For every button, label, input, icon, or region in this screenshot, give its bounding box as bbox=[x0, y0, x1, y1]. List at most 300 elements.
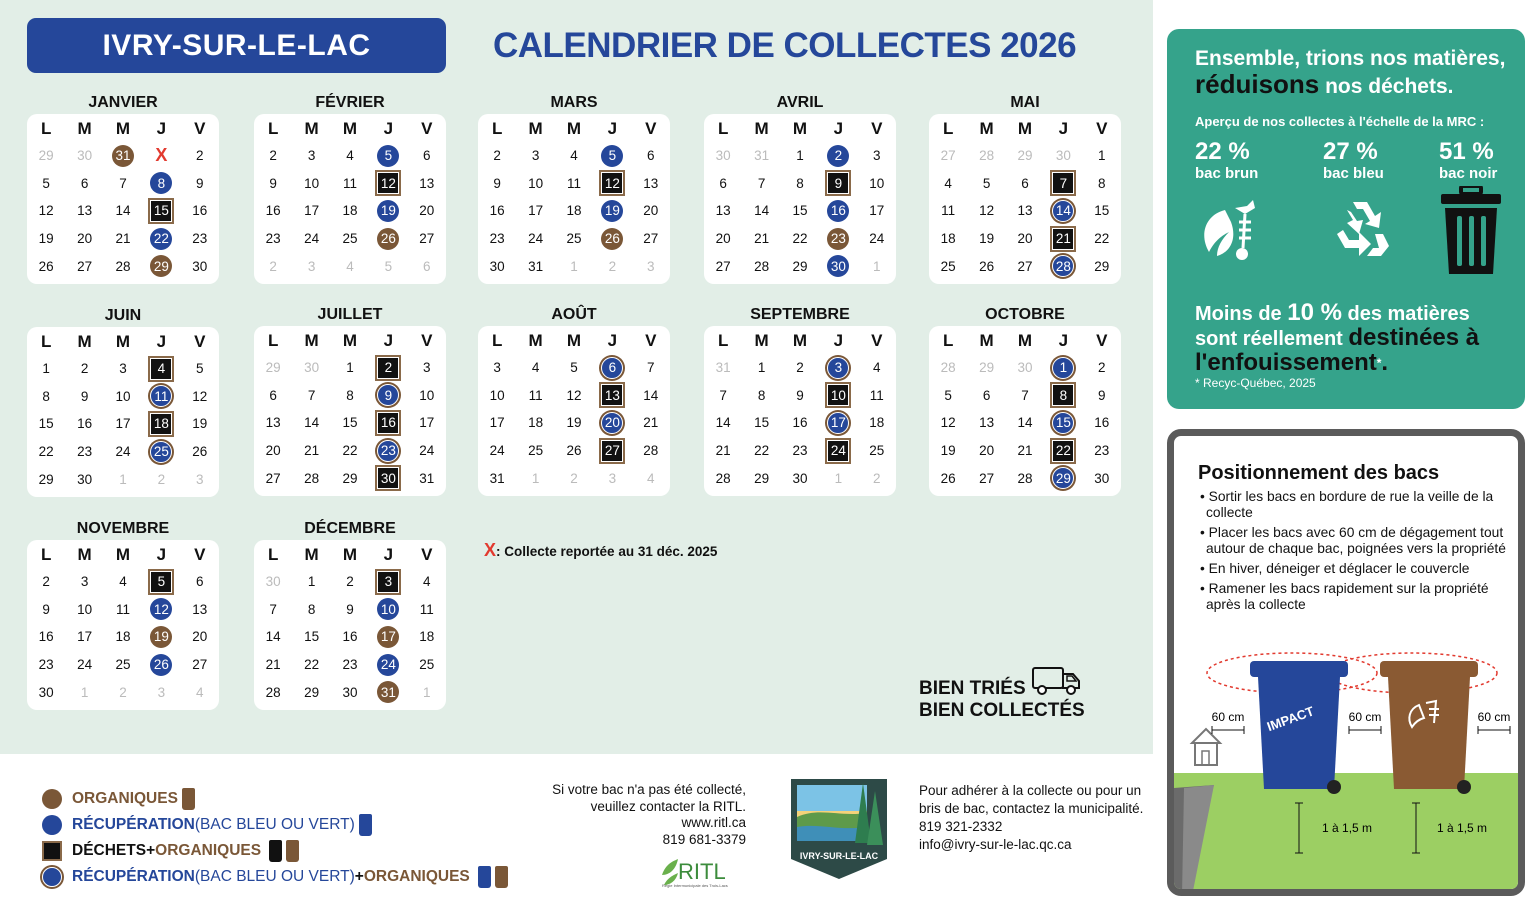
weekday-label: J bbox=[607, 119, 618, 138]
collection-day bbox=[1044, 464, 1082, 492]
muni-email[interactable]: info@ivry-sur-le-lac.qc.ca bbox=[919, 837, 1072, 852]
landfill-pct: 10 % bbox=[1287, 299, 1342, 326]
day-cell bbox=[742, 437, 780, 465]
seal-text: IVRY-SUR-LE-LAC bbox=[799, 851, 879, 861]
day-number: 5 bbox=[377, 145, 399, 167]
blue-circle-icon bbox=[42, 815, 62, 835]
day-number: 23 bbox=[77, 444, 93, 460]
day-number: 10 bbox=[77, 601, 93, 617]
day-number: 27 bbox=[601, 440, 623, 462]
day-number: 21 bbox=[1017, 443, 1033, 459]
day-number: 2 bbox=[796, 360, 804, 376]
weekday-label: L bbox=[943, 331, 954, 350]
day-number: 2 bbox=[196, 148, 204, 164]
day-cell bbox=[65, 568, 103, 596]
month-grid bbox=[478, 326, 670, 496]
day-number: 31 bbox=[754, 148, 770, 164]
collection-day bbox=[369, 678, 407, 706]
day-number: 3 bbox=[80, 574, 89, 590]
muni-phone[interactable]: 819 321-2332 bbox=[919, 819, 1003, 834]
day-number: 11 bbox=[566, 175, 581, 191]
day-number: 5 bbox=[42, 175, 50, 191]
collection-day bbox=[369, 568, 407, 596]
day-number: 18 bbox=[150, 413, 172, 435]
day-cell bbox=[408, 225, 446, 253]
collection-day bbox=[142, 623, 180, 651]
day-number: 18 bbox=[528, 415, 544, 431]
day-cell bbox=[27, 170, 65, 198]
weekday-label: M bbox=[115, 545, 131, 564]
day-cell bbox=[292, 437, 330, 465]
day-number: 25 bbox=[869, 443, 885, 459]
day-cell bbox=[292, 252, 330, 280]
day-cell bbox=[516, 354, 554, 382]
ritl-phone[interactable]: 819 681-3379 bbox=[662, 831, 746, 847]
day-cell bbox=[1006, 409, 1044, 437]
day-cell bbox=[1006, 225, 1044, 253]
day-cell bbox=[181, 142, 219, 170]
day-number: 30 bbox=[265, 574, 281, 590]
day-cell bbox=[1083, 354, 1121, 382]
day-cell bbox=[331, 197, 369, 225]
weekday-label: V bbox=[871, 331, 883, 350]
day-number: 29 bbox=[979, 360, 995, 376]
day-number: 19 bbox=[601, 200, 623, 222]
month-grid bbox=[254, 540, 446, 710]
day-cell bbox=[478, 170, 516, 198]
month-name: AOÛT bbox=[551, 306, 597, 323]
postponed-day bbox=[142, 142, 180, 170]
day-cell bbox=[632, 197, 670, 225]
day-number: 30 bbox=[38, 684, 54, 700]
day-number: 29 bbox=[304, 684, 320, 700]
weekday-label: J bbox=[156, 332, 167, 351]
day-cell bbox=[1083, 409, 1121, 437]
day-cell bbox=[104, 383, 142, 411]
day-cell bbox=[292, 170, 330, 198]
ritl-logo-sub: Régie Intermunicipale des Trois-Lacs bbox=[662, 883, 728, 888]
day-cell bbox=[331, 170, 369, 198]
day-cell bbox=[27, 568, 65, 596]
day-number: 26 bbox=[566, 443, 582, 459]
postponed-note bbox=[484, 540, 717, 561]
weekday-header bbox=[478, 328, 670, 354]
day-cell bbox=[704, 409, 742, 437]
weekday-header bbox=[704, 116, 896, 142]
day-number: 13 bbox=[643, 175, 659, 191]
day-number: 16 bbox=[489, 203, 505, 219]
day-cell bbox=[65, 225, 103, 253]
day-number: 2 bbox=[570, 470, 578, 486]
stats-source: * Recyc-Québec, 2025 bbox=[1195, 376, 1316, 390]
day-number: 4 bbox=[119, 574, 127, 590]
day-cell bbox=[254, 437, 292, 465]
weekday-header bbox=[27, 329, 219, 355]
weekday-header bbox=[27, 542, 219, 568]
day-number: 28 bbox=[265, 684, 281, 700]
stat-blue-label: bac bleu bbox=[1323, 165, 1384, 182]
day-number: 24 bbox=[77, 657, 93, 673]
collection-day bbox=[142, 170, 180, 198]
day-cell bbox=[292, 382, 330, 410]
day-cell bbox=[292, 623, 330, 651]
week-row bbox=[27, 651, 219, 679]
collection-day bbox=[369, 354, 407, 382]
day-cell bbox=[632, 382, 670, 410]
day-cell bbox=[781, 252, 819, 280]
collection-day bbox=[369, 170, 407, 198]
day-cell bbox=[632, 464, 670, 492]
week-row bbox=[27, 623, 219, 651]
week-row bbox=[704, 252, 896, 280]
stat-black bbox=[1439, 139, 1503, 283]
day-cell bbox=[742, 225, 780, 253]
day-cell bbox=[1006, 252, 1044, 280]
day-number: 23 bbox=[489, 231, 505, 247]
weekday-label: L bbox=[492, 119, 503, 138]
month-name: DÉCEMBRE bbox=[304, 520, 396, 537]
week-row bbox=[254, 568, 446, 596]
ritl-line2: veuillez contacter la RITL. bbox=[590, 798, 746, 814]
day-cell bbox=[704, 197, 742, 225]
day-cell bbox=[858, 170, 896, 198]
stat-blue bbox=[1323, 139, 1399, 271]
week-row bbox=[27, 438, 219, 466]
legend-plus: + bbox=[146, 842, 156, 859]
day-cell bbox=[104, 651, 142, 679]
muni-line2: bris de bac, contactez la municipalité. bbox=[919, 801, 1144, 816]
weekday-label: J bbox=[383, 331, 394, 350]
collection-day bbox=[142, 651, 180, 679]
weekday-label: M bbox=[304, 119, 319, 138]
month-2 bbox=[478, 93, 670, 284]
weekday-label: J bbox=[1058, 119, 1069, 138]
day-cell bbox=[555, 382, 593, 410]
day-cell bbox=[478, 197, 516, 225]
day-number: 3 bbox=[307, 148, 316, 164]
day-cell bbox=[632, 409, 670, 437]
day-number: 5 bbox=[944, 387, 952, 403]
month-11 bbox=[254, 519, 446, 710]
day-number: 2 bbox=[80, 361, 89, 377]
day-number: 30 bbox=[1094, 470, 1110, 486]
day-number: 21 bbox=[115, 231, 131, 247]
day-cell bbox=[929, 354, 967, 382]
day-number: 16 bbox=[827, 200, 849, 222]
day-number: 23 bbox=[792, 443, 808, 459]
day-number: 29 bbox=[792, 258, 808, 274]
day-number: 22 bbox=[342, 443, 358, 459]
month-name: FÉVRIER bbox=[315, 94, 385, 111]
day-cell bbox=[181, 568, 219, 596]
day-number: 27 bbox=[643, 231, 659, 247]
day-cell bbox=[104, 465, 142, 493]
collection-day bbox=[593, 382, 631, 410]
day-number: 1 bbox=[796, 148, 804, 164]
weekday-label: M bbox=[304, 545, 319, 564]
day-cell bbox=[781, 197, 819, 225]
weekday-label: M bbox=[77, 119, 92, 138]
day-cell bbox=[742, 142, 780, 170]
weekday-label: L bbox=[492, 331, 503, 350]
week-row bbox=[929, 170, 1121, 198]
collection-day bbox=[1044, 354, 1082, 382]
day-cell bbox=[478, 252, 516, 280]
black-bin-icon bbox=[269, 840, 282, 862]
day-number: 15 bbox=[342, 415, 358, 431]
weekday-label: L bbox=[718, 331, 729, 350]
positioning-list bbox=[1198, 489, 1518, 617]
day-number: 13 bbox=[265, 415, 281, 431]
day-cell bbox=[408, 197, 446, 225]
day-number: 3 bbox=[647, 258, 655, 274]
day-number: 4 bbox=[531, 360, 540, 376]
day-cell bbox=[1006, 170, 1044, 198]
day-cell bbox=[555, 409, 593, 437]
day-cell bbox=[65, 170, 103, 198]
day-number: 30 bbox=[827, 255, 849, 277]
day-cell bbox=[181, 465, 219, 493]
week-row bbox=[478, 170, 670, 198]
week-row bbox=[27, 596, 219, 624]
day-cell bbox=[1006, 197, 1044, 225]
legend-waste-label: DÉCHETS bbox=[72, 842, 147, 859]
day-cell bbox=[181, 383, 219, 411]
day-cell bbox=[478, 437, 516, 465]
day-cell bbox=[331, 437, 369, 465]
day-cell bbox=[781, 170, 819, 198]
weekday-label: J bbox=[1058, 331, 1069, 350]
day-number: 20 bbox=[979, 443, 995, 459]
day-cell bbox=[929, 409, 967, 437]
day-number: 14 bbox=[1052, 200, 1074, 222]
day-cell bbox=[104, 568, 142, 596]
day-cell bbox=[742, 382, 780, 410]
day-number: 9 bbox=[196, 175, 204, 191]
week-row bbox=[704, 197, 896, 225]
weekday-label: M bbox=[792, 119, 808, 138]
day-cell bbox=[1083, 382, 1121, 410]
day-number: 23 bbox=[827, 228, 849, 250]
weekday-header bbox=[929, 116, 1121, 142]
day-cell bbox=[555, 142, 593, 170]
day-cell bbox=[27, 355, 65, 383]
collection-day bbox=[142, 252, 180, 280]
month-grid bbox=[478, 114, 670, 284]
week-row bbox=[478, 464, 670, 492]
day-number: 22 bbox=[1094, 231, 1110, 247]
day-cell bbox=[104, 678, 142, 706]
day-number: 4 bbox=[196, 684, 204, 700]
day-cell bbox=[369, 252, 407, 280]
day-cell bbox=[181, 596, 219, 624]
day-number: 3 bbox=[493, 360, 501, 376]
day-cell bbox=[331, 596, 369, 624]
day-number: 25 bbox=[150, 441, 172, 463]
day-cell bbox=[967, 170, 1005, 198]
day-number: 17 bbox=[489, 415, 505, 431]
landfill-star: * bbox=[1376, 356, 1382, 370]
collection-day bbox=[819, 437, 857, 465]
day-cell bbox=[104, 355, 142, 383]
landfill-d: destinées à bbox=[1348, 324, 1480, 351]
day-cell bbox=[408, 437, 446, 465]
weekday-label: M bbox=[115, 119, 131, 138]
day-number: 20 bbox=[192, 629, 208, 645]
day-cell bbox=[292, 651, 330, 679]
day-cell bbox=[1083, 170, 1121, 198]
day-cell bbox=[967, 409, 1005, 437]
day-number: 17 bbox=[77, 629, 93, 645]
ritl-website[interactable]: www.ritl.ca bbox=[681, 815, 746, 830]
blue-bin-icon bbox=[1250, 661, 1348, 794]
day-cell bbox=[632, 225, 670, 253]
weekday-label: M bbox=[979, 331, 994, 350]
day-number: 8 bbox=[1098, 175, 1106, 191]
day-cell bbox=[65, 623, 103, 651]
day-number: 10 bbox=[827, 384, 849, 406]
dist-right: 60 cm bbox=[1477, 710, 1511, 724]
day-cell bbox=[967, 437, 1005, 465]
day-cell bbox=[1006, 464, 1044, 492]
day-cell bbox=[292, 354, 330, 382]
day-number: 21 bbox=[304, 443, 320, 459]
day-number: 23 bbox=[38, 657, 54, 673]
day-cell bbox=[27, 197, 65, 225]
day-cell bbox=[408, 464, 446, 492]
day-number: 10 bbox=[377, 598, 399, 620]
day-cell bbox=[27, 383, 65, 411]
day-number: 2 bbox=[42, 574, 50, 590]
day-number: 23 bbox=[1094, 443, 1110, 459]
day-cell bbox=[704, 225, 742, 253]
day-number: 6 bbox=[601, 357, 623, 379]
day-number: 11 bbox=[115, 601, 130, 617]
day-number: 15 bbox=[304, 629, 320, 645]
day-number: 8 bbox=[346, 387, 354, 403]
day-number: 22 bbox=[1052, 440, 1074, 462]
legend-recycling-organic bbox=[42, 864, 508, 890]
month-0 bbox=[27, 93, 219, 284]
day-number: 24 bbox=[528, 231, 544, 247]
day-cell bbox=[704, 170, 742, 198]
collection-day bbox=[593, 409, 631, 437]
postponed-mark: X bbox=[484, 540, 497, 560]
collection-day bbox=[142, 383, 180, 411]
collection-day bbox=[369, 596, 407, 624]
day-number: 11 bbox=[419, 601, 434, 617]
day-number: 17 bbox=[115, 416, 131, 432]
month-grid bbox=[27, 114, 219, 284]
day-cell bbox=[254, 678, 292, 706]
week-row bbox=[704, 225, 896, 253]
day-cell bbox=[632, 252, 670, 280]
week-row bbox=[478, 197, 670, 225]
day-cell bbox=[331, 623, 369, 651]
collection-day bbox=[593, 225, 631, 253]
day-cell bbox=[1044, 142, 1082, 170]
positioning-item: • Placer les bacs avec 60 cm de dégagement tout autour de chaque bac, poignées vers la propriété bbox=[1198, 525, 1518, 557]
day-cell bbox=[1083, 252, 1121, 280]
day-cell bbox=[929, 437, 967, 465]
day-cell bbox=[967, 354, 1005, 382]
day-cell bbox=[331, 252, 369, 280]
day-cell bbox=[27, 623, 65, 651]
day-number: 10 bbox=[304, 175, 320, 191]
day-cell bbox=[967, 382, 1005, 410]
day-number: 31 bbox=[489, 470, 505, 486]
day-number: 13 bbox=[77, 203, 93, 219]
day-number: 11 bbox=[941, 203, 956, 219]
day-number: 28 bbox=[115, 258, 131, 274]
week-row bbox=[478, 437, 670, 465]
day-number: 17 bbox=[304, 203, 320, 219]
municipality-seal bbox=[789, 773, 889, 888]
day-number: 15 bbox=[1094, 203, 1110, 219]
day-cell bbox=[478, 409, 516, 437]
day-number: 3 bbox=[377, 571, 399, 593]
day-cell bbox=[65, 410, 103, 438]
month-grid bbox=[27, 327, 219, 497]
month-grid bbox=[254, 326, 446, 496]
ritl-logo-text: RITL bbox=[678, 859, 726, 884]
day-number: 18 bbox=[419, 629, 435, 645]
day-number: 27 bbox=[979, 470, 995, 486]
day-number: 12 bbox=[940, 415, 956, 431]
day-cell bbox=[65, 142, 103, 170]
collection-day bbox=[142, 568, 180, 596]
day-cell bbox=[104, 197, 142, 225]
day-cell bbox=[27, 410, 65, 438]
day-number: 23 bbox=[342, 657, 358, 673]
ritl-leaf-icon bbox=[660, 855, 750, 889]
day-cell bbox=[331, 568, 369, 596]
day-cell bbox=[967, 197, 1005, 225]
day-cell bbox=[104, 438, 142, 466]
weekday-label: V bbox=[421, 331, 433, 350]
collection-day bbox=[819, 252, 857, 280]
day-number: 6 bbox=[982, 387, 991, 403]
day-number: 18 bbox=[342, 203, 358, 219]
day-cell bbox=[516, 409, 554, 437]
day-cell bbox=[929, 382, 967, 410]
day-cell bbox=[292, 142, 330, 170]
day-cell bbox=[254, 170, 292, 198]
day-cell bbox=[65, 651, 103, 679]
week-row bbox=[254, 437, 446, 465]
weekday-label: J bbox=[156, 119, 167, 138]
month-grid bbox=[929, 114, 1121, 284]
weekday-label: L bbox=[268, 545, 279, 564]
day-number: 6 bbox=[423, 258, 431, 274]
house-icon bbox=[1192, 729, 1220, 765]
week-row bbox=[254, 409, 446, 437]
day-cell bbox=[104, 410, 142, 438]
week-row bbox=[27, 568, 219, 596]
day-number: 16 bbox=[77, 416, 93, 432]
day-number: 26 bbox=[940, 470, 956, 486]
day-cell bbox=[967, 252, 1005, 280]
day-number: 21 bbox=[1052, 228, 1074, 250]
day-number: 3 bbox=[119, 361, 127, 377]
week-row bbox=[27, 355, 219, 383]
day-number: 7 bbox=[119, 175, 127, 191]
day-number: 26 bbox=[979, 258, 995, 274]
day-cell bbox=[929, 464, 967, 492]
landfill-c: sont réellement bbox=[1195, 328, 1349, 350]
week-row bbox=[27, 225, 219, 253]
collection-day bbox=[819, 382, 857, 410]
